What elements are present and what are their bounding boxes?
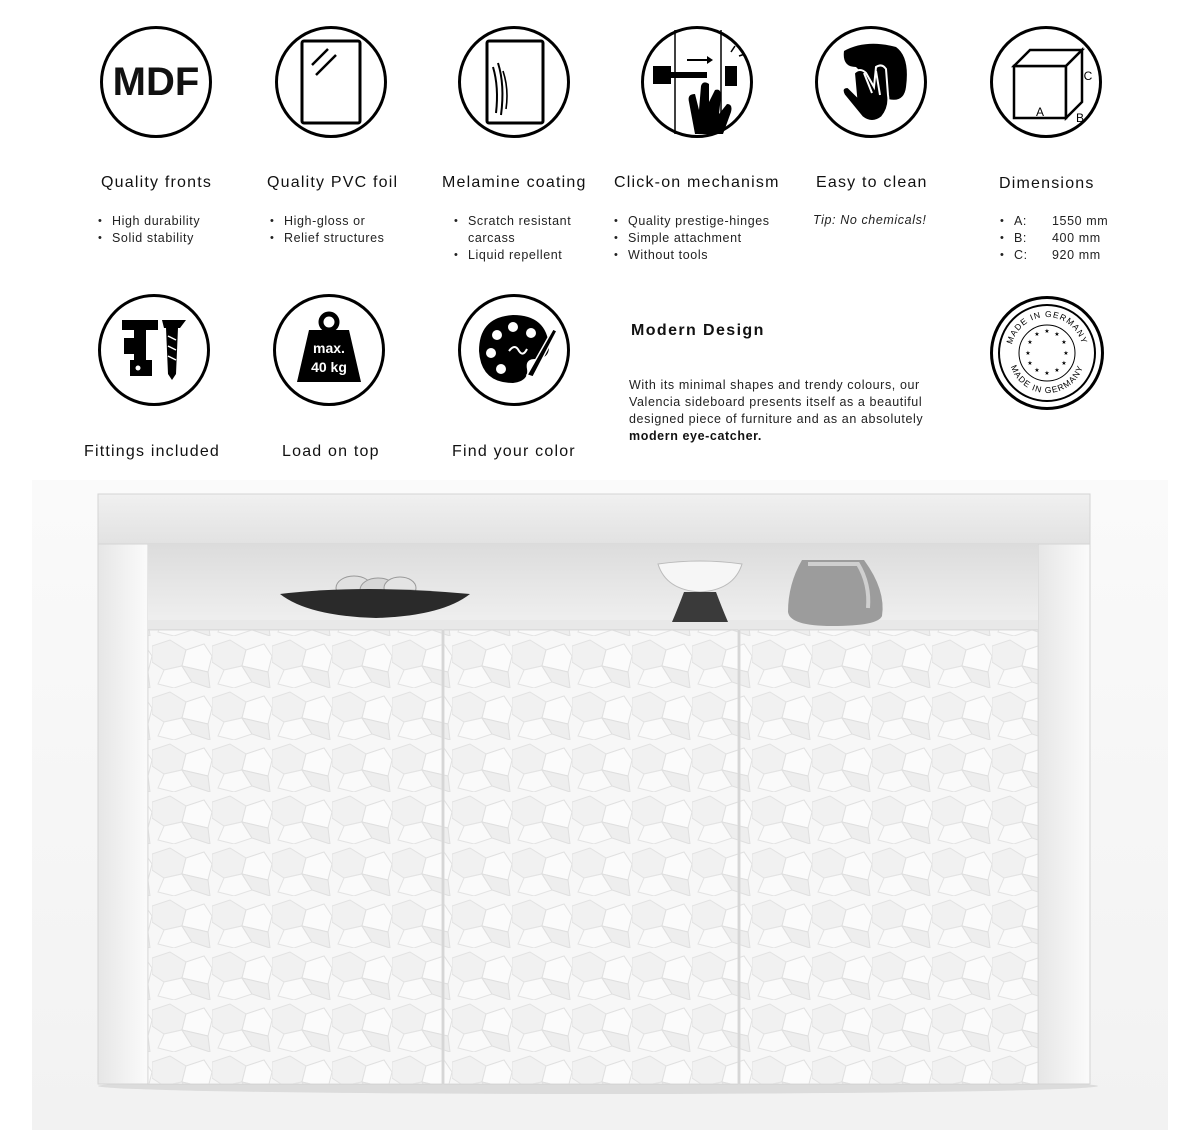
product-image: [32, 480, 1168, 1130]
svg-text:★: ★: [1054, 367, 1060, 374]
svg-text:MADE IN GERMANY: [1009, 363, 1085, 395]
svg-text:★: ★: [1034, 331, 1040, 338]
made-in-germany-seal-icon: [990, 296, 1104, 410]
weight-label-line2: 40 kg: [311, 359, 347, 375]
feature-title: Load on top: [282, 443, 380, 460]
feature-bullet: • Liquid repellent: [452, 247, 602, 264]
box-dimensions-icon: [990, 26, 1102, 138]
glossy-panel-icon: [275, 26, 387, 138]
scratch-panel-icon: [458, 26, 570, 138]
color-palette-icon: [458, 294, 570, 406]
sideboard-illustration: [32, 480, 1168, 1130]
feature-title: Find your color: [452, 443, 576, 460]
feature-bullet: • High durability: [96, 213, 200, 230]
hinge-click-icon: [641, 26, 753, 138]
feature-bullet: • Quality prestige-hinges: [612, 213, 770, 230]
svg-text:★: ★: [1034, 367, 1040, 374]
svg-text:★: ★: [1061, 360, 1067, 367]
svg-text:★: ★: [1025, 350, 1031, 357]
svg-text:★: ★: [1063, 350, 1069, 357]
dimension-row: • A: 1550 mm: [998, 213, 1108, 230]
weight-label-line1: max.: [313, 340, 345, 356]
mdf-icon: MDF: [100, 26, 212, 138]
feature-title: Quality fronts: [101, 174, 213, 191]
feature-bullet: • Relief structures: [268, 230, 385, 247]
dimension-row: • B: 400 mm: [998, 230, 1108, 247]
feature-title: Dimensions: [999, 175, 1095, 192]
box-label-c: C: [1083, 69, 1093, 83]
svg-text:★: ★: [1044, 328, 1050, 335]
feature-bullet: • Scratch resistant carcass: [452, 213, 602, 247]
feature-title: Click-on mechanism: [614, 174, 780, 191]
feature-title: Easy to clean: [816, 174, 928, 191]
seal-text-top: MADE IN GERMANY: [1004, 308, 1090, 346]
svg-text:★: ★: [1044, 370, 1050, 377]
svg-text:★: ★: [1061, 339, 1067, 346]
modern-design-emphasis: modern eye-catcher.: [629, 429, 762, 443]
modern-design-title: Modern Design: [631, 322, 765, 339]
svg-text:★: ★: [1027, 360, 1033, 367]
feature-title: Quality PVC foil: [267, 174, 399, 191]
modern-design-text: With its minimal shapes and trendy colours, our Valencia sideboard presents itself as a beautiful designed piece of furniture and as an absolutely modern eye-catcher.: [629, 378, 924, 443]
cleaning-tip: Tip: No chemicals!: [813, 213, 927, 227]
fittings-icon: [98, 294, 210, 406]
feature-title: Melamine coating: [442, 174, 587, 191]
svg-text:★: ★: [1054, 331, 1060, 338]
feature-title: Fittings included: [84, 443, 221, 460]
svg-text:★: ★: [1027, 339, 1033, 346]
box-label-b: B: [1075, 111, 1085, 125]
box-label-a: A: [1035, 105, 1045, 119]
seal-text-bottom: MADE IN GERMANY: [1008, 363, 1086, 396]
feature-bullet: • Without tools: [612, 247, 770, 264]
dimension-row: • C: 920 mm: [998, 247, 1108, 264]
cleaning-hand-icon: [815, 26, 927, 138]
feature-bullet: • Simple attachment: [612, 230, 770, 247]
feature-bullet: • High-gloss or: [268, 213, 385, 230]
feature-bullet: • Solid stability: [96, 230, 200, 247]
weight-icon: [273, 294, 385, 406]
